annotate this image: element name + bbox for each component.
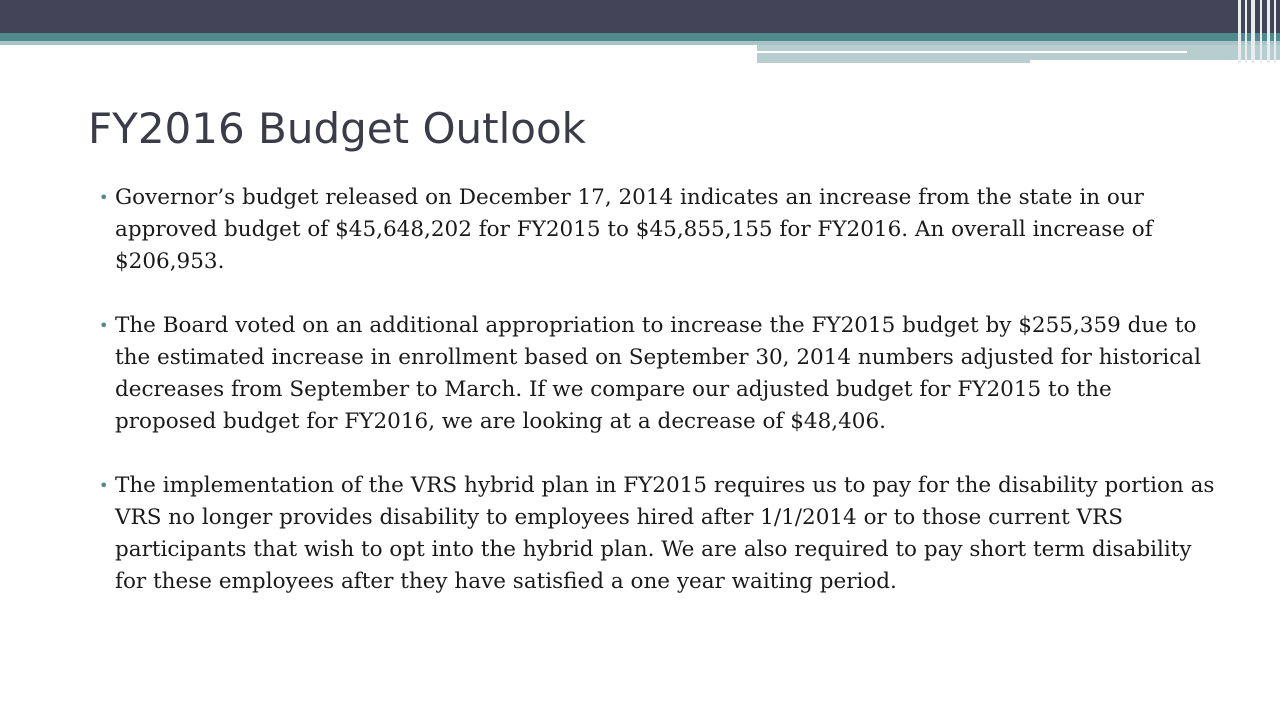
bullet-dot-icon: • xyxy=(99,188,109,207)
bullet-list xyxy=(99,182,1219,630)
header-band-dark xyxy=(0,0,1280,33)
header-corner-stripes xyxy=(1236,0,1280,63)
header-sub-line xyxy=(757,51,1187,53)
bullet-item xyxy=(99,470,1219,598)
bullet-item xyxy=(99,310,1219,438)
bullet-dot-icon: • xyxy=(99,476,109,495)
slide-title: FY2016 Budget Outlook xyxy=(88,104,586,153)
header-band-teal xyxy=(0,33,1280,41)
bullet-text: Governor’s budget released on December 17, 2014 indicates an increase from the state in our approved budget of $45,648,202 for FY2015 to $45,855,155 for FY2016. An overall increase of $206,953. xyxy=(115,185,1153,274)
bullet-dot-icon: • xyxy=(99,316,109,335)
bullet-text: The implementation of the VRS hybrid plan in FY2015 requires us to pay for the disability portion as VRS no longer provides disability to employees hired after 1/1/2014 or to those current VRS participants that wish to opt into the hybrid plan. We are also required to pay short term disability for these employees after they have satisfied a one year waiting period. xyxy=(115,473,1215,594)
bullet-item xyxy=(99,182,1219,278)
bullet-text: The Board voted on an additional appropriation to increase the FY2015 budget by $255,359 due to the estimated increase in enrollment based on September 30, 2014 numbers adjusted for historical decreases from September to March. If we compare our adjusted budget for FY2015 to the proposed budget for FY2016, we are looking at a decrease of $48,406. xyxy=(115,313,1201,434)
